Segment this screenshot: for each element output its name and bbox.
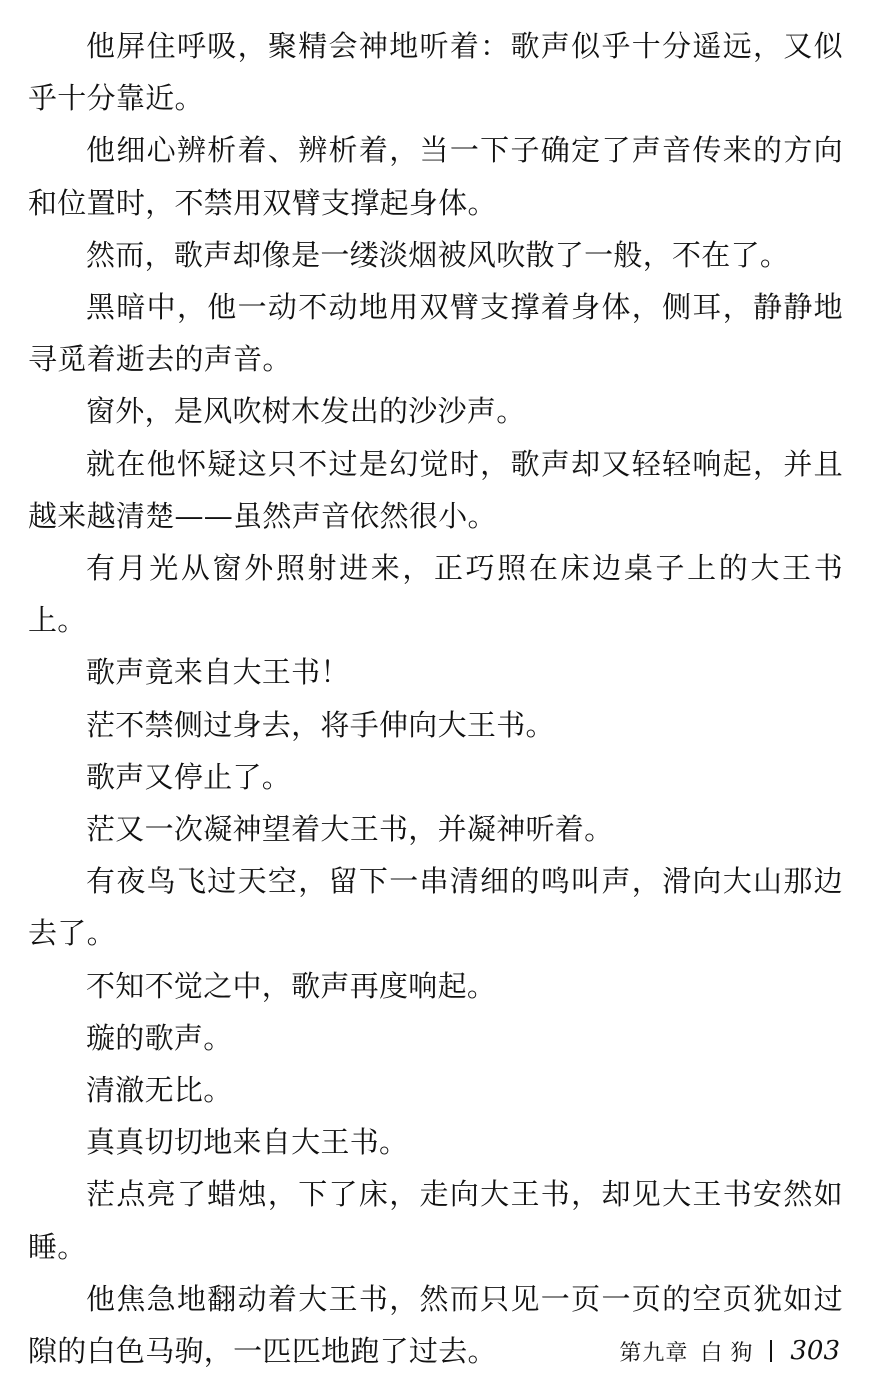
paragraph: 他屏住呼吸，聚精会神地听着：歌声似乎十分遥远，又似乎十分靠近。: [28, 29, 843, 116]
paragraph: 有夜鸟飞过天空，留下一串清细的鸣叫声，滑向大山那边去了。: [28, 864, 843, 951]
body-text: [28, 20, 843, 1377]
footer-divider: [770, 1340, 772, 1362]
paragraph: 就在他怀疑这只不过是幻觉时，歌声却又轻轻响起，并且越来越清楚——虽然声音依然很小。: [28, 446, 843, 533]
paragraph: 茫不禁侧过身去，将手伸向大王书。: [86, 707, 555, 742]
paragraph: 茫又一次凝神望着大王书，并凝神听着。: [86, 812, 614, 847]
paragraph: 他焦急地翻动着大王书，然而只见一页一页的空页犹如过隙的白色马驹，一匹匹地跑了过去。: [28, 1281, 843, 1369]
paragraph: 不知不觉之中，歌声再度响起。: [86, 968, 497, 1003]
paragraph: 清澈无比。: [86, 1073, 233, 1108]
paragraph: 他细心辨析着、辨析着，当一下子确定了声音传来的方向和位置时，不禁用双臂支撑起身体。: [28, 133, 843, 220]
paragraph: 真真切切地来自大王书。: [86, 1125, 409, 1160]
page-number: 303: [790, 1336, 840, 1366]
paragraph: 黑暗中，他一动不动地用双臂支撑着身体，侧耳，静静地寻觅着逝去的声音。: [28, 290, 843, 377]
paragraph: 璇的歌声。: [86, 1020, 233, 1055]
paragraph: 歌声又停止了。: [86, 759, 292, 794]
paragraph: 歌声竟来自大王书！: [86, 655, 350, 690]
paragraph: 然而，歌声却像是一缕淡烟被风吹散了一般，不在了。: [86, 237, 790, 272]
chapter-label: 第九章: [619, 1340, 689, 1366]
paragraph: 窗外，是风吹树木发出的沙沙声。: [86, 394, 526, 429]
paragraph: 有月光从窗外照射进来，正巧照在床边桌子上的大王书上。: [28, 551, 843, 638]
page-footer: [619, 1334, 840, 1368]
chapter-title: 白狗: [700, 1340, 761, 1366]
paragraph: 茫点亮了蜡烛，下了床，走向大王书，却见大王书安然如睡。: [28, 1177, 843, 1264]
